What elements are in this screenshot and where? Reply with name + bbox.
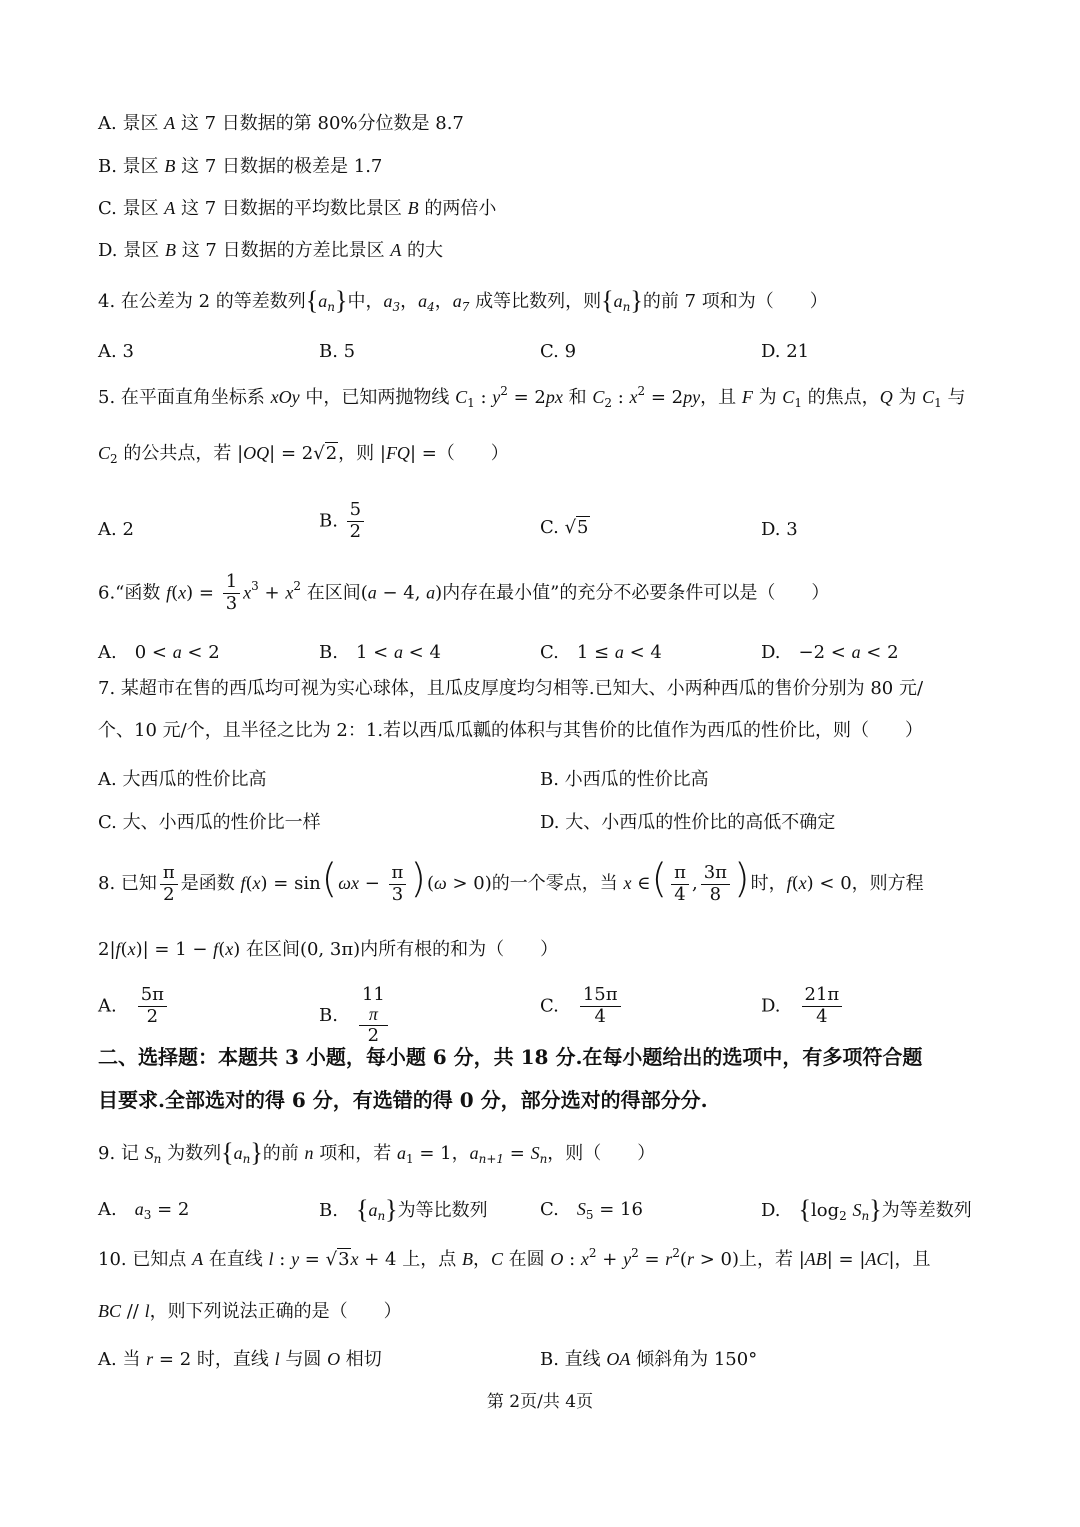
q5-option-a: A. 2 [98, 519, 134, 540]
q4-option-a: A. 3 [98, 341, 134, 362]
q8-option-b: B. 11 π 2 [319, 985, 391, 1047]
q7-option-b: B. 小西瓜的性价比高 [540, 769, 709, 790]
q8-stem-line1: 8. 已知 $\frac{\pi}{2}$ 是函数 f(x) = sin(ωx − $\frac{\pi}{3}$ )(ω > 0)的一个零点，当 x ∈( $\frac{\pi}{4}$ , $\frac{3\pi}{8}$ )时，f(x) < 0，则方程 [98, 856, 924, 905]
q7-stem-line1: 7. 某超市在售的西瓜均可视为实心球体，且瓜皮厚度均匀相等.已知大、小两种西瓜的售价分别为 80 元/ [98, 678, 924, 699]
q7-option-d: D. 大、小西瓜的性价比的高低不确定 [540, 812, 836, 833]
q8-stem-line2: 2|f(x)| = 1 − f(x) 在区间(0, 3π)内所有根的和为（ ） [98, 939, 559, 960]
q8-option-a: A. $\frac{5\pi}{2}$ [98, 985, 170, 1028]
q8-option-d: D. $\frac{21\pi}{4}$ [761, 985, 845, 1028]
q7-stem-line2: 个、10 元/个，且半径之比为 2：1.若以西瓜瓜瓤的体积与其售价的比值作为西瓜的性价比，则（ ） [98, 720, 924, 741]
q10-stem-line1: 10. 已知点 A 在直线 l : y = √3x + 4 上，点 B，C 在圆 O : $x^2 + y^2 = r^2(r > 0)$上，若 |AB| = |AC|，且 [98, 1246, 931, 1270]
q5-option-c: C. √5 [540, 517, 589, 538]
q7-option-c: C. 大、小西瓜的性价比一样 [98, 812, 321, 833]
q4-stem: 4. 在公差为 2 的等差数列$\{a_n\}$中，$a_3$，$a_4$，$a_7$ 成等比数列，则$\{a_n\}$的前 7 项和为（ ） [98, 286, 828, 315]
q9-option-b: B. $\{a_n\}$为等比数列 [319, 1195, 488, 1224]
q3-option-d: D. 景区 B 这 7 日数据的方差比景区 A 的大 [98, 240, 444, 261]
q9-option-d: D. {$\log_2$ $S_n$}为等差数列 [761, 1195, 972, 1224]
q6-stem: 6.“函数 f(x) = $\frac{1}{3}$ $x^3 + x^2$ 在区间(a − 4, a)内存在最小值”的充分不必要条件可以是（ ） [98, 571, 830, 614]
q10-option-b: B. 直线 OA 倾斜角为 150° [540, 1349, 758, 1370]
q5-stem-line1: 5. 在平面直角坐标系 xOy 中，已知两抛物线 $C_1$ : $y^2 = 2px$ 和 $C_2$ : $x^2 = 2py$，且 F 为 $C_1$ 的焦点，Q 为 $C_1$ 与 [98, 384, 966, 410]
q6-option-a: A. 0 < a < 2 [98, 642, 220, 663]
q6-option-c: C. 1 ≤ a < 4 [540, 642, 662, 663]
q6-option-d: D. −2 < a < 2 [761, 642, 899, 663]
q9-option-a: A. $a_3 = 2$ [98, 1199, 190, 1222]
q6-option-b: B. 1 < a < 4 [319, 642, 441, 663]
q9-option-c: C. $S_5 = 16$ [540, 1199, 643, 1222]
q5-stem-line2: $C_2$ 的公共点，若 |OQ| = 2√2，则 |FQ| =（ ） [98, 443, 509, 466]
q7-option-a: A. 大西瓜的性价比高 [98, 769, 267, 790]
q8-option-c: C. $\frac{15\pi}{4}$ [540, 985, 624, 1028]
q9-stem: 9. 记 $S_n$ 为数列$\{a_n\}$的前 n 项和，若 $a_1 = 1$，$a_{n+1} = S_n$，则（ ） [98, 1138, 656, 1167]
section2-heading-line1: 二、选择题：本题共 3 小题，每小题 6 分，共 18 分.在每小题给出的选项中，有多项符合题 [98, 1045, 923, 1069]
q5-option-d: D. 3 [761, 519, 798, 540]
q3-option-b: B. 景区 B 这 7 日数据的极差是 1.7 [98, 156, 383, 177]
q4-option-b: B. 5 [319, 341, 356, 362]
q10-stem-line2: BC // l，则下列说法正确的是（ ） [98, 1301, 402, 1322]
q10-option-a: A. 当 r = 2 时，直线 l 与圆 O 相切 [98, 1349, 382, 1370]
section2-heading-line2: 目要求.全部选对的得 6 分，有选错的得 0 分，部分选对的得部分分. [98, 1088, 708, 1112]
q4-option-c: C. 9 [540, 341, 577, 362]
q5-option-b: B. $\frac{5}{2}$ [319, 500, 367, 543]
q3-option-c: C. 景区 A 这 7 日数据的平均数比景区 B 的两倍小 [98, 198, 497, 219]
page-footer: 第 2页/共 4页 [486, 1392, 594, 1412]
q4-option-d: D. 21 [761, 341, 810, 362]
q3-option-a: A. 景区 A 这 7 日数据的第 80%分位数是 8.7 [98, 113, 464, 134]
